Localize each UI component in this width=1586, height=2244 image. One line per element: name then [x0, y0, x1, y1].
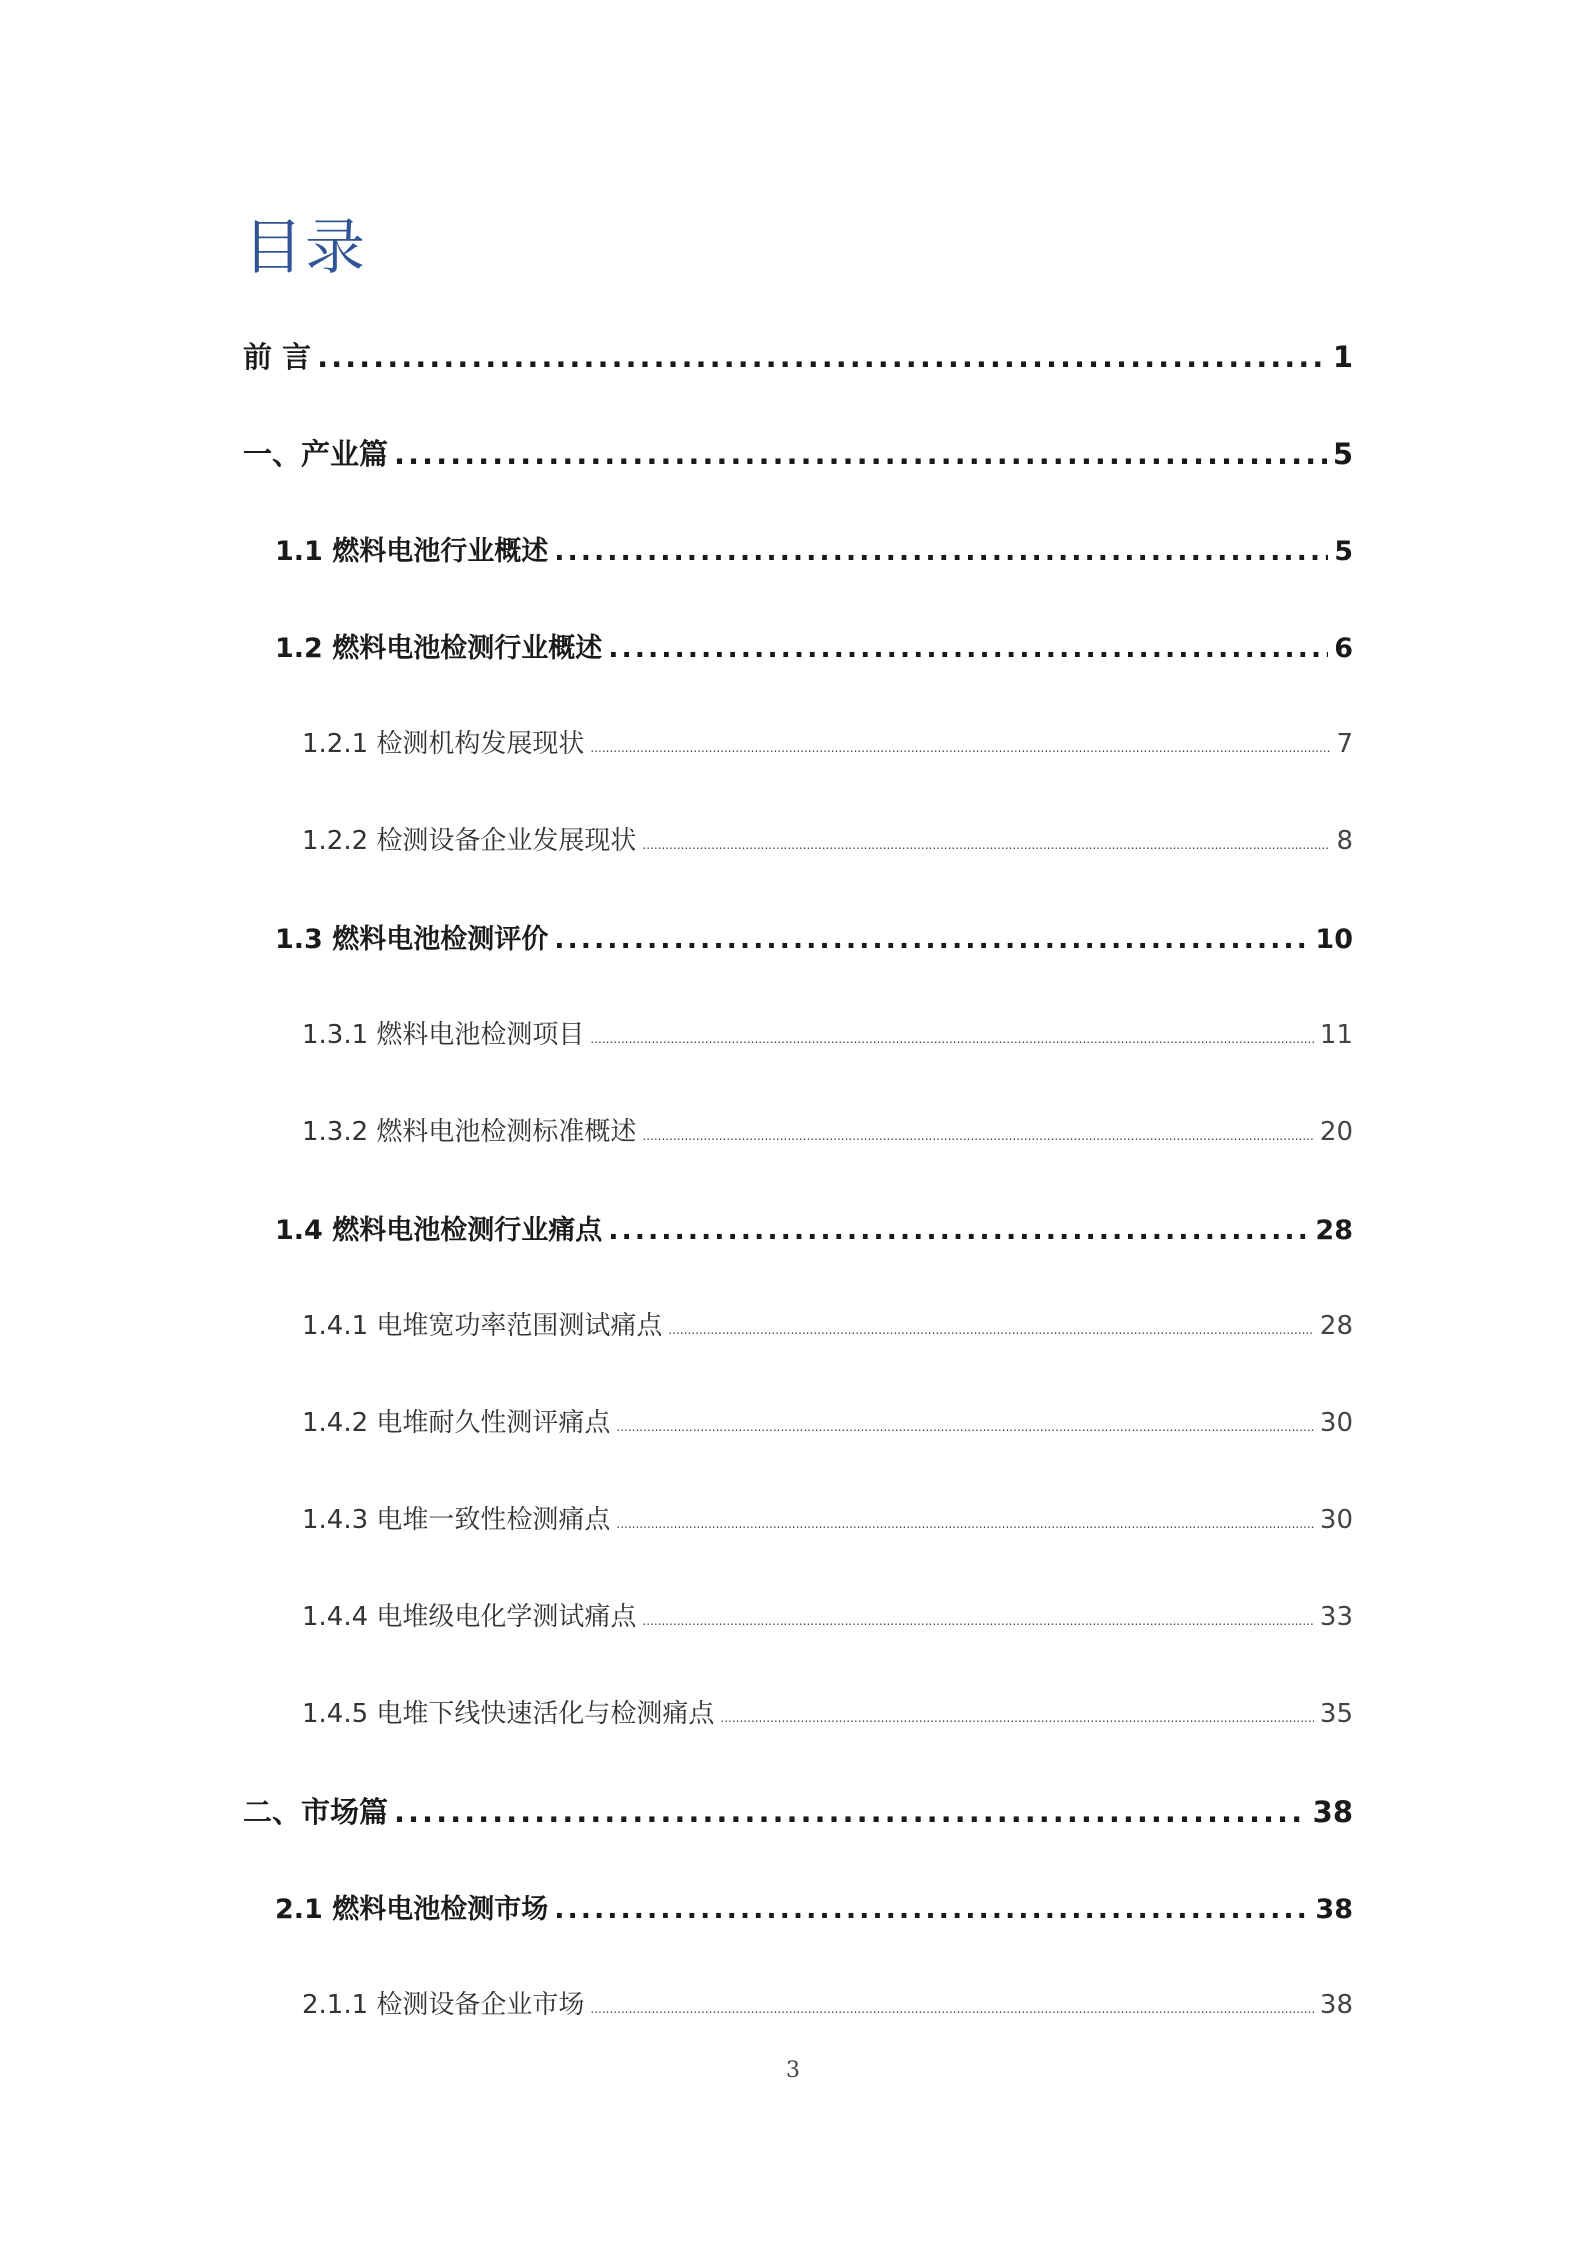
toc-entry-1-3-2[interactable] — [243, 1111, 1353, 1155]
toc-entry-label: 1.4.1 电堆宽功率范围测试痛点 — [302, 1311, 663, 1341]
dot-leader — [642, 1129, 1313, 1143]
toc-entry-label: 二、市场篇 — [243, 1795, 389, 1829]
toc-entry-label: 2.1.1 检测设备企业市场 — [302, 1990, 585, 2020]
toc-entry-page: 38 — [1312, 1795, 1353, 1829]
toc-entry-page: 20 — [1319, 1117, 1353, 1147]
toc-entry-label: 1.2 燃料电池检测行业概述 — [275, 633, 603, 664]
toc-entry-2-1[interactable] — [243, 1887, 1353, 1931]
toc-entry-1-4-2[interactable] — [243, 1402, 1353, 1446]
toc-entry-1-4-3[interactable] — [243, 1499, 1353, 1543]
toc-entry-1-3[interactable] — [243, 917, 1353, 961]
dot-leader — [554, 1894, 1309, 1925]
toc-entry-label: 1.3.2 燃料电池检测标准概述 — [302, 1117, 637, 1147]
toc-entry-page: 30 — [1319, 1408, 1353, 1438]
toc-entry-page: 28 — [1315, 1215, 1353, 1246]
toc-entry-part-1[interactable] — [243, 432, 1353, 476]
toc-entry-page: 33 — [1319, 1602, 1353, 1632]
toc-entry-page: 1 — [1332, 340, 1353, 374]
toc-entry-1-1[interactable] — [243, 529, 1353, 573]
toc-entry-1-4-5[interactable] — [243, 1693, 1353, 1737]
toc-entry-1-4-1[interactable] — [243, 1305, 1353, 1349]
toc-entry-1-4[interactable] — [243, 1208, 1353, 1252]
dot-leader — [394, 1795, 1307, 1829]
toc-entry-page: 5 — [1334, 536, 1353, 567]
toc-entry-label: 前 言 — [243, 340, 312, 374]
toc-entry-page: 28 — [1319, 1311, 1353, 1341]
toc-entry-label: 1.2.1 检测机构发展现状 — [302, 729, 585, 759]
toc-entry-label: 1.4.4 电堆级电化学测试痛点 — [302, 1602, 637, 1632]
dot-leader — [720, 1711, 1313, 1725]
dot-leader — [554, 924, 1309, 955]
toc-title: 目录 — [243, 213, 367, 283]
toc-entry-2-1-1[interactable] — [243, 1984, 1353, 2028]
toc-entry-page: 10 — [1315, 924, 1353, 955]
toc-entry-page: 6 — [1334, 633, 1353, 664]
dot-leader — [616, 1517, 1313, 1531]
dot-leader — [317, 340, 1327, 374]
toc-entry-1-3-1[interactable] — [243, 1014, 1353, 1058]
toc-entry-label: 一、产业篇 — [243, 437, 389, 471]
dot-leader — [642, 838, 1330, 852]
toc-entry-1-2-1[interactable] — [243, 723, 1353, 767]
toc-entry-part-2[interactable] — [243, 1790, 1353, 1834]
toc-entry-page: 38 — [1319, 1990, 1353, 2020]
dot-leader — [668, 1323, 1313, 1337]
toc-entry-page: 30 — [1319, 1505, 1353, 1535]
dot-leader — [554, 536, 1328, 567]
toc-entry-preface[interactable] — [243, 335, 1353, 379]
toc-entry-1-2[interactable] — [243, 626, 1353, 670]
dot-leader — [590, 2002, 1313, 2016]
toc-entry-page: 35 — [1319, 1699, 1353, 1729]
toc-entry-label: 1.4 燃料电池检测行业痛点 — [275, 1215, 603, 1246]
dot-leader — [642, 1614, 1313, 1628]
toc-entry-1-4-4[interactable] — [243, 1596, 1353, 1640]
toc-entry-label: 1.4.2 电堆耐久性测评痛点 — [302, 1408, 611, 1438]
toc-entry-label: 1.4.5 电堆下线快速活化与检测痛点 — [302, 1699, 715, 1729]
toc-entry-label: 1.3.1 燃料电池检测项目 — [302, 1020, 585, 1050]
toc-entry-page: 7 — [1336, 729, 1353, 759]
dot-leader — [608, 633, 1328, 664]
toc-entry-1-2-2[interactable] — [243, 820, 1353, 864]
toc-entry-page: 38 — [1315, 1894, 1353, 1925]
dot-leader — [608, 1215, 1309, 1246]
dot-leader — [590, 741, 1330, 755]
dot-leader — [590, 1032, 1313, 1046]
toc-entry-page: 11 — [1319, 1020, 1353, 1050]
toc-entry-label: 1.1 燃料电池行业概述 — [275, 536, 549, 567]
toc-entry-label: 1.3 燃料电池检测评价 — [275, 924, 549, 955]
toc-entry-label: 1.2.2 检测设备企业发展现状 — [302, 826, 637, 856]
toc-entry-label: 1.4.3 电堆一致性检测痛点 — [302, 1505, 611, 1535]
page-number: 3 — [786, 2058, 800, 2083]
toc-entry-label: 2.1 燃料电池检测市场 — [275, 1894, 549, 1925]
toc-entry-page: 5 — [1332, 437, 1353, 471]
toc-entry-page: 8 — [1336, 826, 1353, 856]
dot-leader — [616, 1420, 1313, 1434]
dot-leader — [394, 437, 1327, 471]
